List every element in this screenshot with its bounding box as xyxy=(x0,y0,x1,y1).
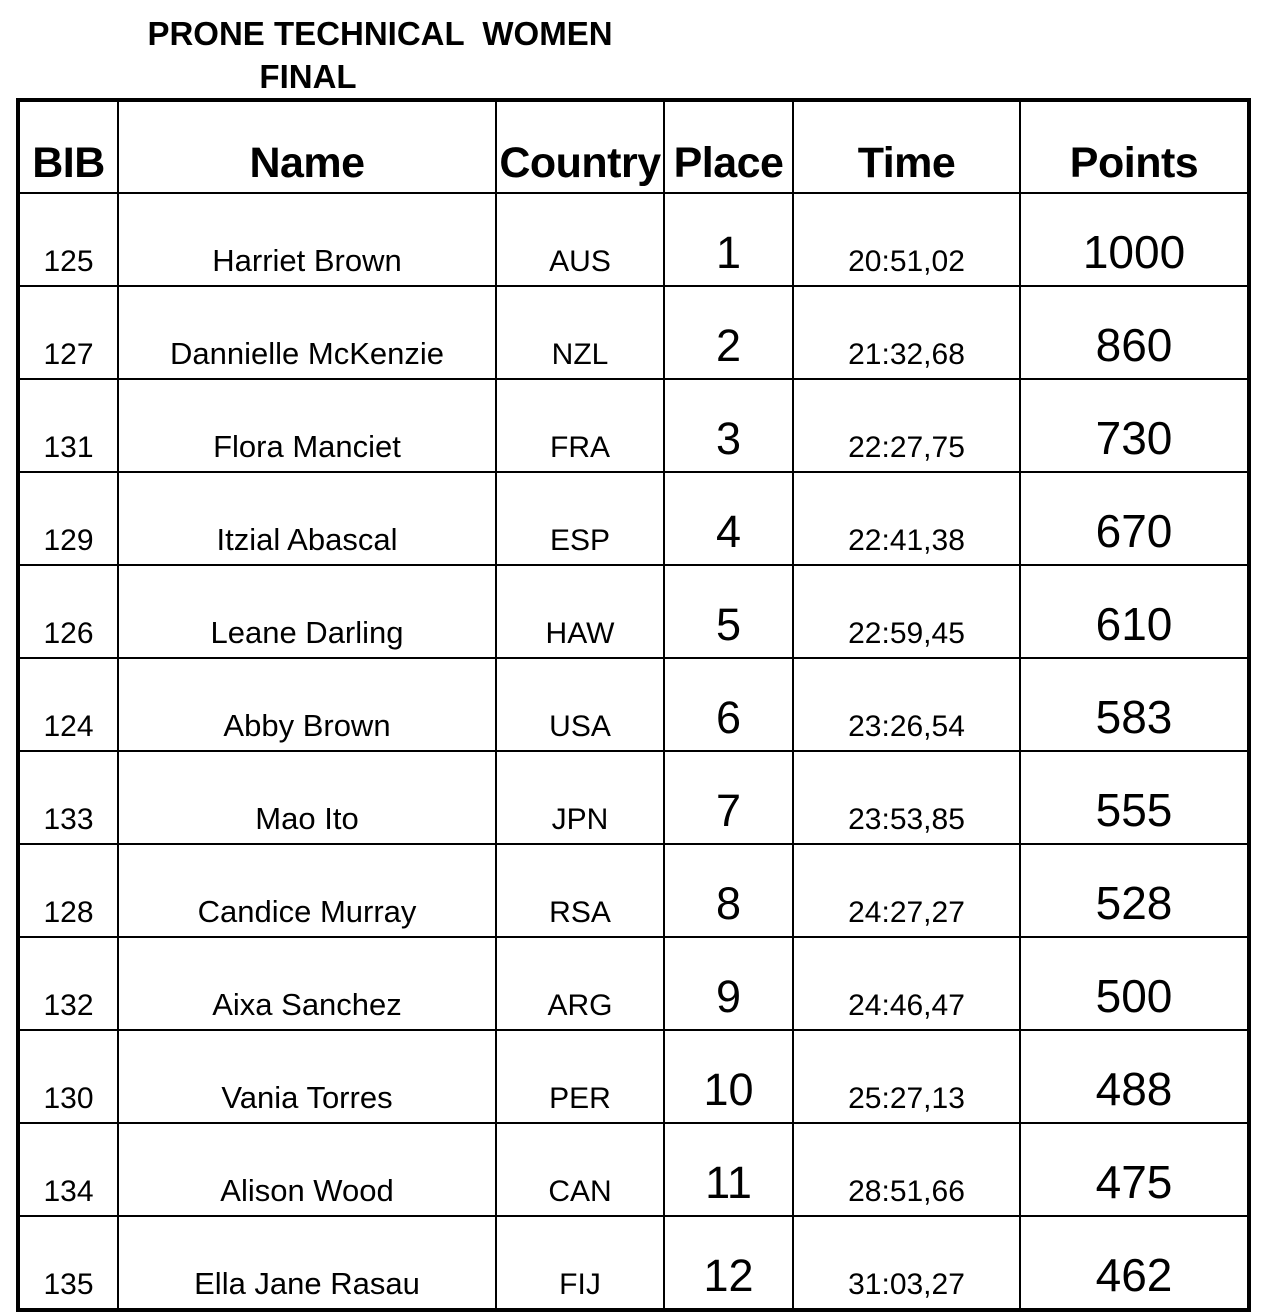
table-row xyxy=(18,565,1249,658)
table-row xyxy=(18,658,1249,751)
country-cell: PER xyxy=(496,1030,664,1123)
country-cell: AUS xyxy=(496,193,664,286)
bib-cell: 131 xyxy=(18,379,118,472)
name-cell: Alison Wood xyxy=(118,1123,496,1216)
header-country: Country xyxy=(496,100,664,193)
name-cell: Abby Brown xyxy=(118,658,496,751)
time-cell: 22:27,75 xyxy=(793,379,1020,472)
bib-cell: 124 xyxy=(18,658,118,751)
points-cell: 860 xyxy=(1020,286,1249,379)
header-points: Points xyxy=(1020,100,1249,193)
time-cell: 20:51,02 xyxy=(793,193,1020,286)
place-cell: 10 xyxy=(664,1030,793,1123)
page-subtitle: FINAL xyxy=(259,58,357,95)
page-title: PRONE TECHNICAL WOMEN xyxy=(147,15,613,52)
country-cell: RSA xyxy=(496,844,664,937)
table-row xyxy=(18,937,1249,1030)
bib-cell: 129 xyxy=(18,472,118,565)
results-table xyxy=(16,98,1251,1312)
name-cell: Flora Manciet xyxy=(118,379,496,472)
points-cell: 500 xyxy=(1020,937,1249,1030)
header-place: Place xyxy=(664,100,793,193)
points-cell: 583 xyxy=(1020,658,1249,751)
place-cell: 11 xyxy=(664,1123,793,1216)
country-cell: NZL xyxy=(496,286,664,379)
points-cell: 730 xyxy=(1020,379,1249,472)
bib-cell: 125 xyxy=(18,193,118,286)
header-bib: BIB xyxy=(18,100,118,193)
points-cell: 475 xyxy=(1020,1123,1249,1216)
time-cell: 21:32,68 xyxy=(793,286,1020,379)
table-row xyxy=(18,1030,1249,1123)
bib-cell: 127 xyxy=(18,286,118,379)
points-cell: 1000 xyxy=(1020,193,1249,286)
place-cell: 2 xyxy=(664,286,793,379)
time-cell: 23:53,85 xyxy=(793,751,1020,844)
place-cell: 6 xyxy=(664,658,793,751)
bib-cell: 126 xyxy=(18,565,118,658)
table-row xyxy=(18,193,1249,286)
country-cell: FIJ xyxy=(496,1216,664,1310)
table-row xyxy=(18,1216,1249,1310)
table-row xyxy=(18,1123,1249,1216)
place-cell: 12 xyxy=(664,1216,793,1310)
table-row xyxy=(18,286,1249,379)
table-row xyxy=(18,472,1249,565)
time-cell: 24:27,27 xyxy=(793,844,1020,937)
place-cell: 5 xyxy=(664,565,793,658)
place-cell: 7 xyxy=(664,751,793,844)
country-cell: USA xyxy=(496,658,664,751)
time-cell: 23:26,54 xyxy=(793,658,1020,751)
results-body xyxy=(18,193,1249,1310)
country-cell: JPN xyxy=(496,751,664,844)
place-cell: 3 xyxy=(664,379,793,472)
time-cell: 31:03,27 xyxy=(793,1216,1020,1310)
place-cell: 1 xyxy=(664,193,793,286)
points-cell: 462 xyxy=(1020,1216,1249,1310)
name-cell: Candice Murray xyxy=(118,844,496,937)
bib-cell: 128 xyxy=(18,844,118,937)
points-cell: 528 xyxy=(1020,844,1249,937)
table-row xyxy=(18,379,1249,472)
country-cell: ESP xyxy=(496,472,664,565)
bib-cell: 130 xyxy=(18,1030,118,1123)
time-cell: 22:41,38 xyxy=(793,472,1020,565)
time-cell: 24:46,47 xyxy=(793,937,1020,1030)
place-cell: 8 xyxy=(664,844,793,937)
name-cell: Harriet Brown xyxy=(118,193,496,286)
name-cell: Vania Torres xyxy=(118,1030,496,1123)
bib-cell: 134 xyxy=(18,1123,118,1216)
name-cell: Aixa Sanchez xyxy=(118,937,496,1030)
place-cell: 9 xyxy=(664,937,793,1030)
country-cell: CAN xyxy=(496,1123,664,1216)
bib-cell: 133 xyxy=(18,751,118,844)
name-cell: Mao Ito xyxy=(118,751,496,844)
country-cell: FRA xyxy=(496,379,664,472)
points-cell: 610 xyxy=(1020,565,1249,658)
points-cell: 488 xyxy=(1020,1030,1249,1123)
place-cell: 4 xyxy=(664,472,793,565)
header-row xyxy=(18,100,1249,193)
points-cell: 670 xyxy=(1020,472,1249,565)
name-cell: Ella Jane Rasau xyxy=(118,1216,496,1310)
points-cell: 555 xyxy=(1020,751,1249,844)
country-cell: HAW xyxy=(496,565,664,658)
table-row xyxy=(18,751,1249,844)
bib-cell: 132 xyxy=(18,937,118,1030)
header-time: Time xyxy=(793,100,1020,193)
name-cell: Dannielle McKenzie xyxy=(118,286,496,379)
bib-cell: 135 xyxy=(18,1216,118,1310)
country-cell: ARG xyxy=(496,937,664,1030)
time-cell: 28:51,66 xyxy=(793,1123,1020,1216)
header-name: Name xyxy=(118,100,496,193)
name-cell: Leane Darling xyxy=(118,565,496,658)
table-row xyxy=(18,844,1249,937)
time-cell: 25:27,13 xyxy=(793,1030,1020,1123)
time-cell: 22:59,45 xyxy=(793,565,1020,658)
name-cell: Itzial Abascal xyxy=(118,472,496,565)
